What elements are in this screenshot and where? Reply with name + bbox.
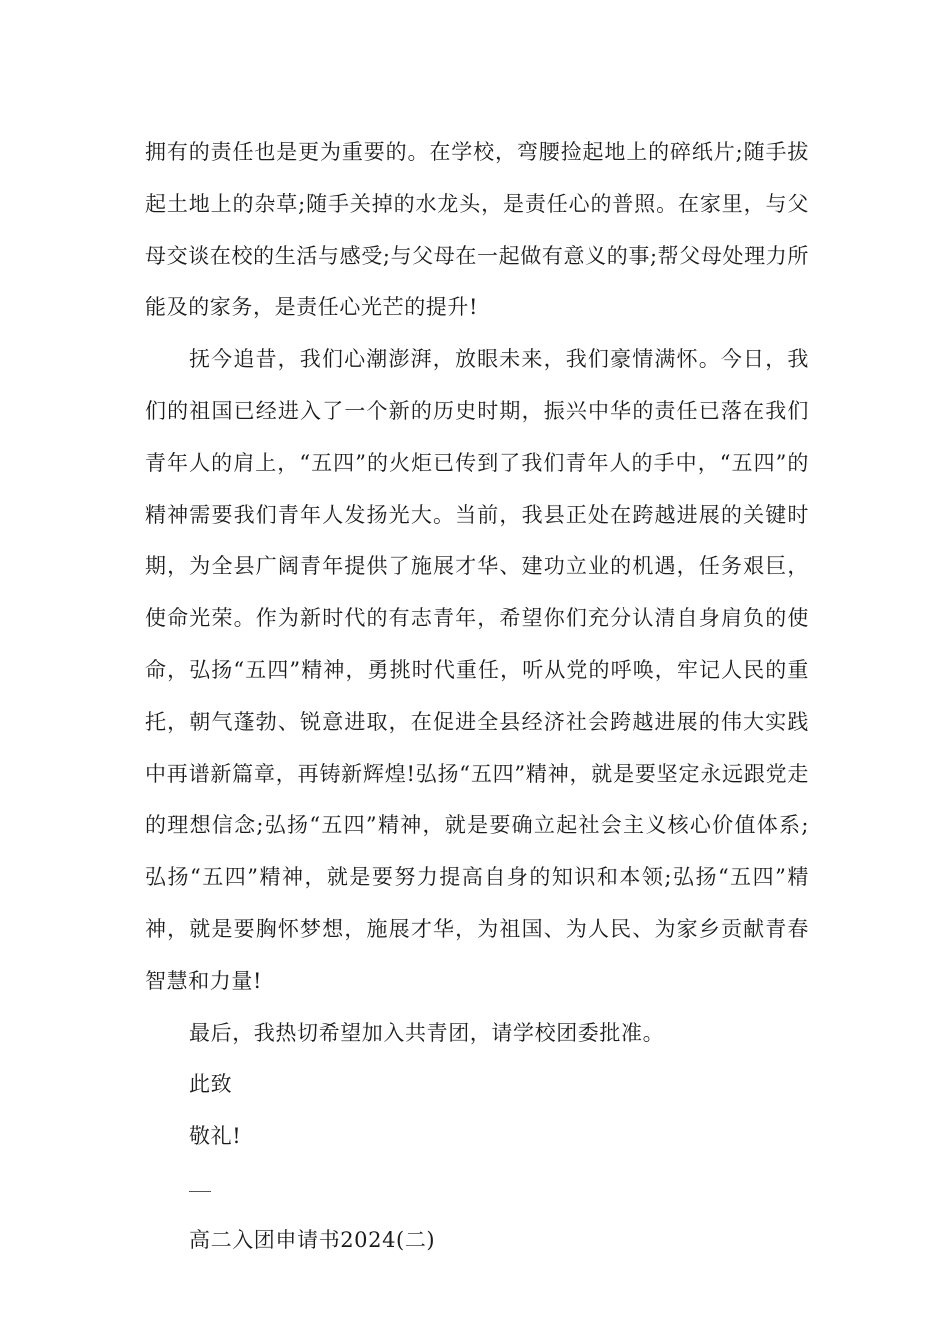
closing-request: 最后，我热切希望加入共青团，请学校团委批准。 bbox=[189, 1020, 665, 1045]
salutation-cizhi: 此致 bbox=[189, 1072, 233, 1097]
salutation-jingli: 敬礼! bbox=[189, 1124, 242, 1149]
section-divider bbox=[145, 1163, 809, 1215]
paragraph-may-fourth-spirit: 抚今追昔，我们心潮澎湃，放眼未来，我们豪情满怀。今日，我们的祖国已经进入了一个新的历史时期，振兴中华的责任已落在我们青年人的肩上，“五四”的火炬已传到了我们青年人的手中，“五四”的精神需要我们青年人发扬光大。当前，我县正处在跨越进展的关键时期，为全县广阔青年提供了施展才华、建功立业的机遇，任务艰巨，使命光荣。作为新时代的有志青年，希望你们充分认清自身肩负的使命，弘扬“五四”精神，勇挑时代重任，听从党的呼唤，牢记人民的重托，朝气蓬勃、锐意进取，在促进全县经济社会跨越进展的伟大实践中再谱新篇章，再铸新辉煌!弘扬“五四”精神，就是要坚定永远跟党走的理想信念;弘扬“五四”精神，就是要确立起社会主义核心价值体系;弘扬“五四”精神，就是要努力提高自身的知识和本领;弘扬“五四”精神，就是要胸怀梦想，施展才华，为祖国、为人民、为家乡贡献青春智慧和力量! bbox=[145, 347, 809, 993]
next-section-title: 高二入团申请书2024(二) bbox=[189, 1227, 436, 1252]
document-page bbox=[145, 127, 809, 1267]
paragraph-responsibility: 拥有的责任也是更为重要的。在学校，弯腰捡起地上的碎纸片;随手拔起土地上的杂草;随手关掉的水龙头，是责任心的普照。在家里，与父母交谈在校的生活与感受;与父母在一起做有意义的事;帮父母处理力所能及的家务，是责任心光芒的提升! bbox=[145, 140, 809, 320]
